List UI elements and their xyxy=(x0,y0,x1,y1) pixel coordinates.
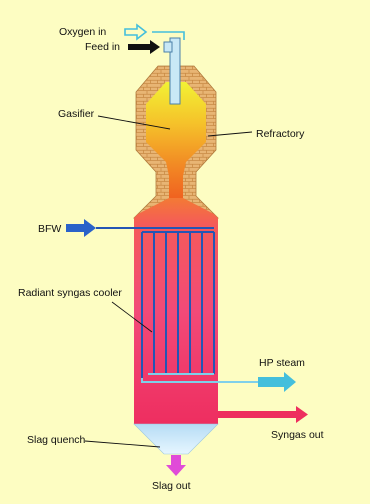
label-hp-steam: HP steam xyxy=(259,357,305,369)
slag-out-arrow xyxy=(166,455,186,476)
label-syngas-out: Syngas out xyxy=(271,429,324,441)
syngas-out-arrow xyxy=(266,406,308,423)
bfw-arrow xyxy=(66,219,96,237)
label-bfw: BFW xyxy=(38,223,62,235)
label-feed-in: Feed in xyxy=(85,41,121,53)
syngas-out-pipe xyxy=(218,411,270,418)
label-slag-quench: Slag quench xyxy=(27,434,86,446)
feed-arrow xyxy=(128,40,160,54)
slag-quench-cone xyxy=(134,424,218,454)
label-oxygen-in: Oxygen in xyxy=(59,26,107,38)
label-gasifier: Gasifier xyxy=(58,108,95,120)
hp-steam-arrow xyxy=(258,372,296,392)
label-radiant-syngas-cooler: Radiant syngas cooler xyxy=(18,287,122,299)
label-slag-out: Slag out xyxy=(152,480,191,492)
label-refractory: Refractory xyxy=(256,128,305,140)
oxygen-arrow xyxy=(125,25,146,39)
